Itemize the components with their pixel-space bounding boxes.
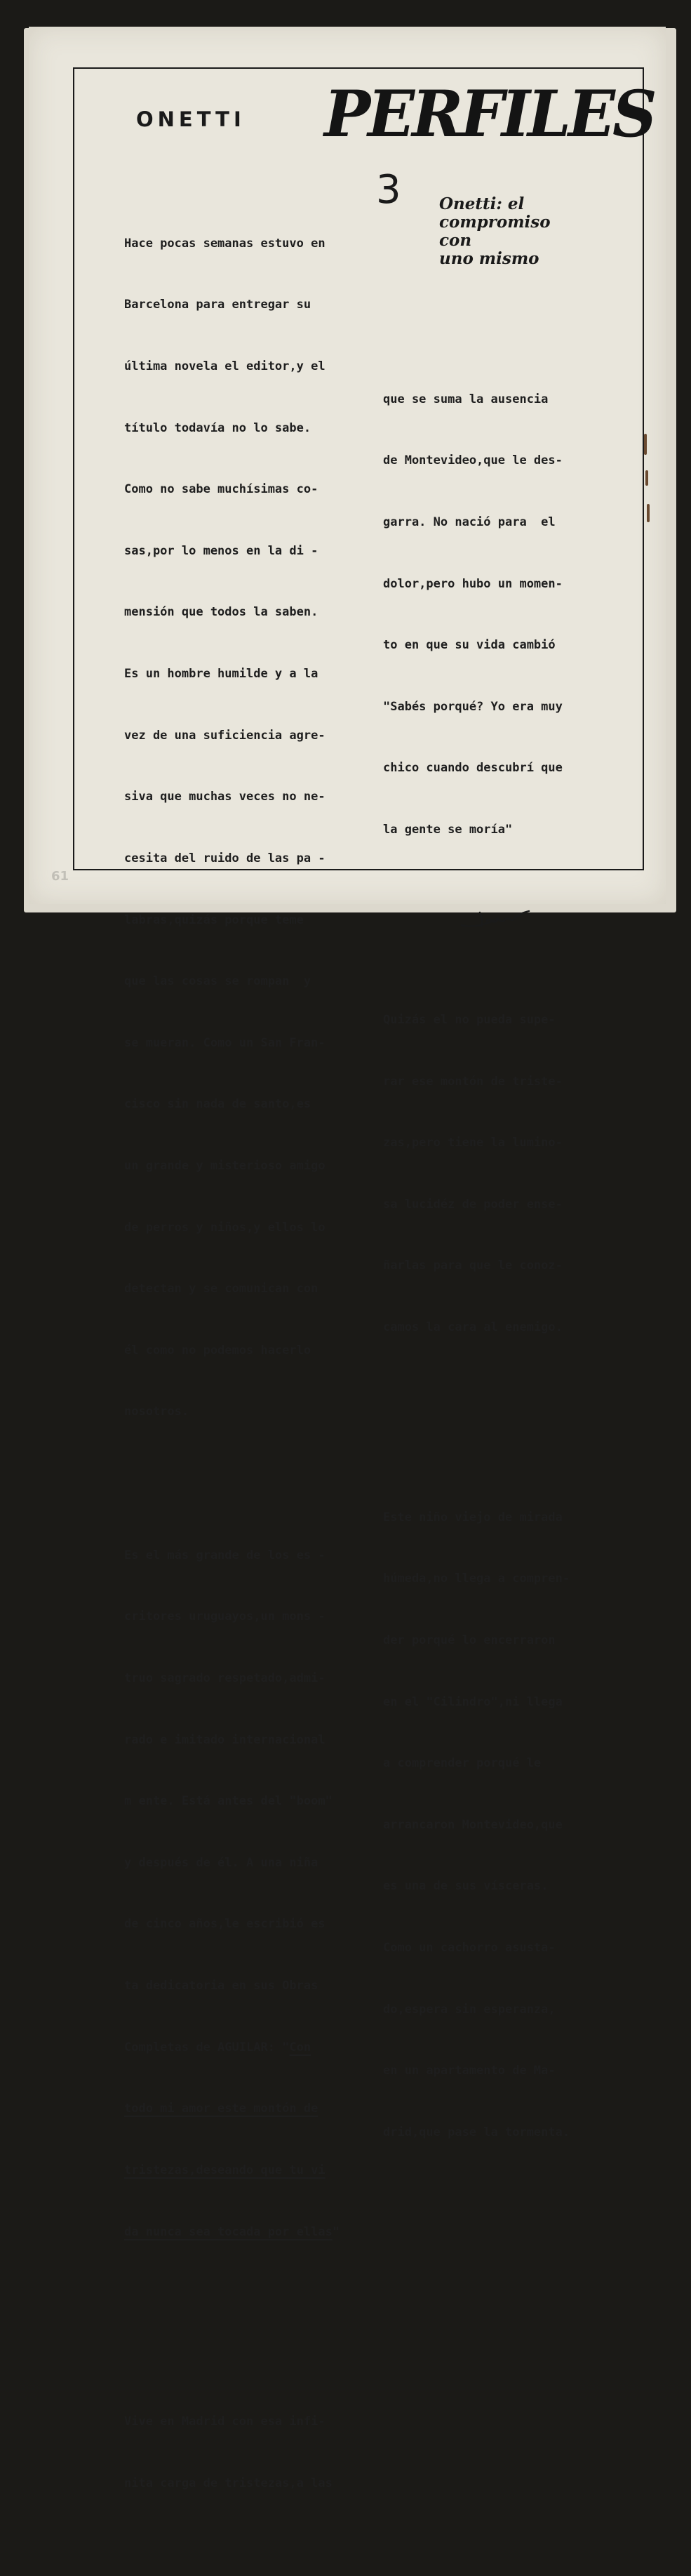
text-line	[124, 2038, 340, 2058]
author-signature	[459, 904, 550, 932]
article-subtitle	[439, 195, 551, 268]
text-line: ta dedicatoria en sus Obras	[124, 1979, 318, 1993]
text-line: m ente. Está antes del "boom"	[124, 1794, 333, 1809]
text-line: siva que muchas veces no ne-	[124, 790, 326, 804]
text-line: nosotros.	[124, 1405, 189, 1419]
text-line: que se suma la ausencia	[383, 392, 549, 406]
text-line: de cinco años,le escribió es	[124, 1917, 326, 1932]
text-line: y después de él. A una niña	[124, 1855, 318, 1870]
text-line: cesita del ruido de las pa -	[124, 851, 326, 865]
text-line: chico cuando descubrí que	[383, 761, 563, 776]
article-frame	[73, 67, 655, 2490]
text-line: vez de una suficiencia agre-	[124, 728, 326, 743]
text-line: última novela el editor,y el	[124, 359, 326, 374]
subtitle-line: Onetti: el	[439, 194, 525, 213]
underlined-quote: todo mi amor este montón de	[124, 2102, 318, 2116]
text-line: a comprender porqué le	[383, 1756, 542, 1771]
text-line: sa lucidéz de poder ense-	[383, 1197, 563, 1211]
closing-quote: "	[332, 2224, 340, 2239]
text-line: truo sagrado respetado,admi-	[124, 1671, 326, 1686]
text-line: Como no sabe muchísimas co-	[124, 482, 318, 497]
text-line: garra. No nació para el	[383, 515, 556, 530]
text-line: húmeda,no llega a compren-	[383, 1572, 570, 1586]
binding-mark	[647, 504, 650, 522]
underlined-quote: da nunca sea tocada por ellas	[124, 2224, 333, 2239]
section-masthead: PERFILES	[324, 76, 655, 152]
text-line: de perros y niños,y ellos lo	[124, 1220, 326, 1235]
binding-mark	[644, 434, 647, 455]
text-line: arrancaron Montevideo,que	[383, 1817, 563, 1832]
text-line: Hace pocas semanas estuvo en	[124, 236, 326, 251]
text-line: de Montevideo,que le des-	[383, 453, 563, 468]
text-line: Quizás el no pueda supe-	[383, 1012, 556, 1027]
text-line: en un apartamento de Ma-	[383, 2064, 556, 2078]
subtitle-line: uno mismo	[439, 249, 539, 268]
text-line: camos la cara al enemigo.	[383, 1320, 563, 1334]
text-line: ñarlas para que le conoz-	[383, 1259, 563, 1273]
text-line: "Sabés porqué? Yo era muy	[383, 699, 563, 714]
page-number-bleed: 61	[51, 869, 69, 884]
paragraph	[124, 1504, 340, 2283]
underlined-quote: tristezas,deseando que tu vi	[124, 2163, 326, 2177]
text-line: cisco sin nada de santo,es	[124, 1097, 311, 1112]
text-line: Barcelona para entregar su	[124, 298, 311, 312]
text-line: Como un cachorro asusta-	[383, 1941, 556, 1956]
paragraph-spacer	[124, 2325, 340, 2330]
text-line: zas,pero tiene la lumino-	[383, 1136, 563, 1150]
magazine-page	[29, 27, 666, 2490]
text-line: se mueran. Como un San Fran-	[124, 1035, 326, 1050]
text-line: en el "Cilindro",ni llega	[383, 1694, 563, 1709]
text-line: sas,por lo menos en la di -	[124, 543, 318, 558]
paragraph	[124, 192, 340, 1463]
paragraph	[383, 1466, 570, 2184]
paragraph	[383, 969, 570, 1379]
text-line: rar ese montón de triste-	[383, 1074, 563, 1089]
issue-number: 3	[376, 167, 401, 213]
subtitle-line: con	[439, 231, 472, 250]
text-line: dolor,pero hubo un momen-	[383, 576, 563, 591]
text-line: es una de sus vísceras.	[383, 1879, 549, 1894]
text-run: Completas de AGUILAR: "	[124, 2040, 290, 2054]
text-line: que las cosas se rompan y	[124, 974, 311, 989]
right-column	[383, 307, 570, 2225]
text-line: to en que su vida cambió	[383, 638, 556, 653]
paragraph	[383, 348, 570, 881]
text-line: labras,quizás porque teme	[124, 912, 304, 927]
article-kicker: ONETTI	[136, 107, 246, 131]
left-column	[124, 152, 340, 2576]
text-line: do,espera sin esperanza,	[383, 2002, 556, 2017]
subtitle-line: compromiso	[439, 213, 551, 232]
text-line: der porqué lo encerraron	[383, 1633, 556, 1647]
text-line: nita carga de tristezas,a las	[124, 2476, 333, 2490]
text-line: Vive en Madrid con esa infi-	[124, 2415, 326, 2429]
paragraph-spacer	[383, 1420, 570, 1426]
underlined-quote: Con	[289, 2040, 311, 2054]
text-line: Es el más grande de los es -	[124, 1548, 326, 1562]
text-line: Este niño viejo de mirada	[383, 1510, 563, 1525]
paragraph	[124, 2371, 340, 2535]
binding-mark	[645, 470, 648, 486]
text-line: critores uruguayos,un mons -	[124, 1609, 326, 1624]
text-line: Es un hombre humilde y a la	[124, 667, 318, 682]
text-line: drid,que pase la tormenta.	[383, 2125, 570, 2139]
text-line: la gente se moría"	[383, 823, 513, 837]
text-line: él como no podemos hacerlo	[124, 1343, 311, 1357]
text-line: rado e imitado internacional	[124, 1732, 326, 1747]
text-line	[124, 2222, 340, 2243]
text-line: detectan y se comunican con	[124, 1282, 318, 1296]
text-line: un grande y misterioso amigo	[124, 1158, 326, 1173]
text-line: título todavía no lo sabe.	[124, 420, 311, 435]
text-line: mensión que todos la saben.	[124, 605, 318, 620]
